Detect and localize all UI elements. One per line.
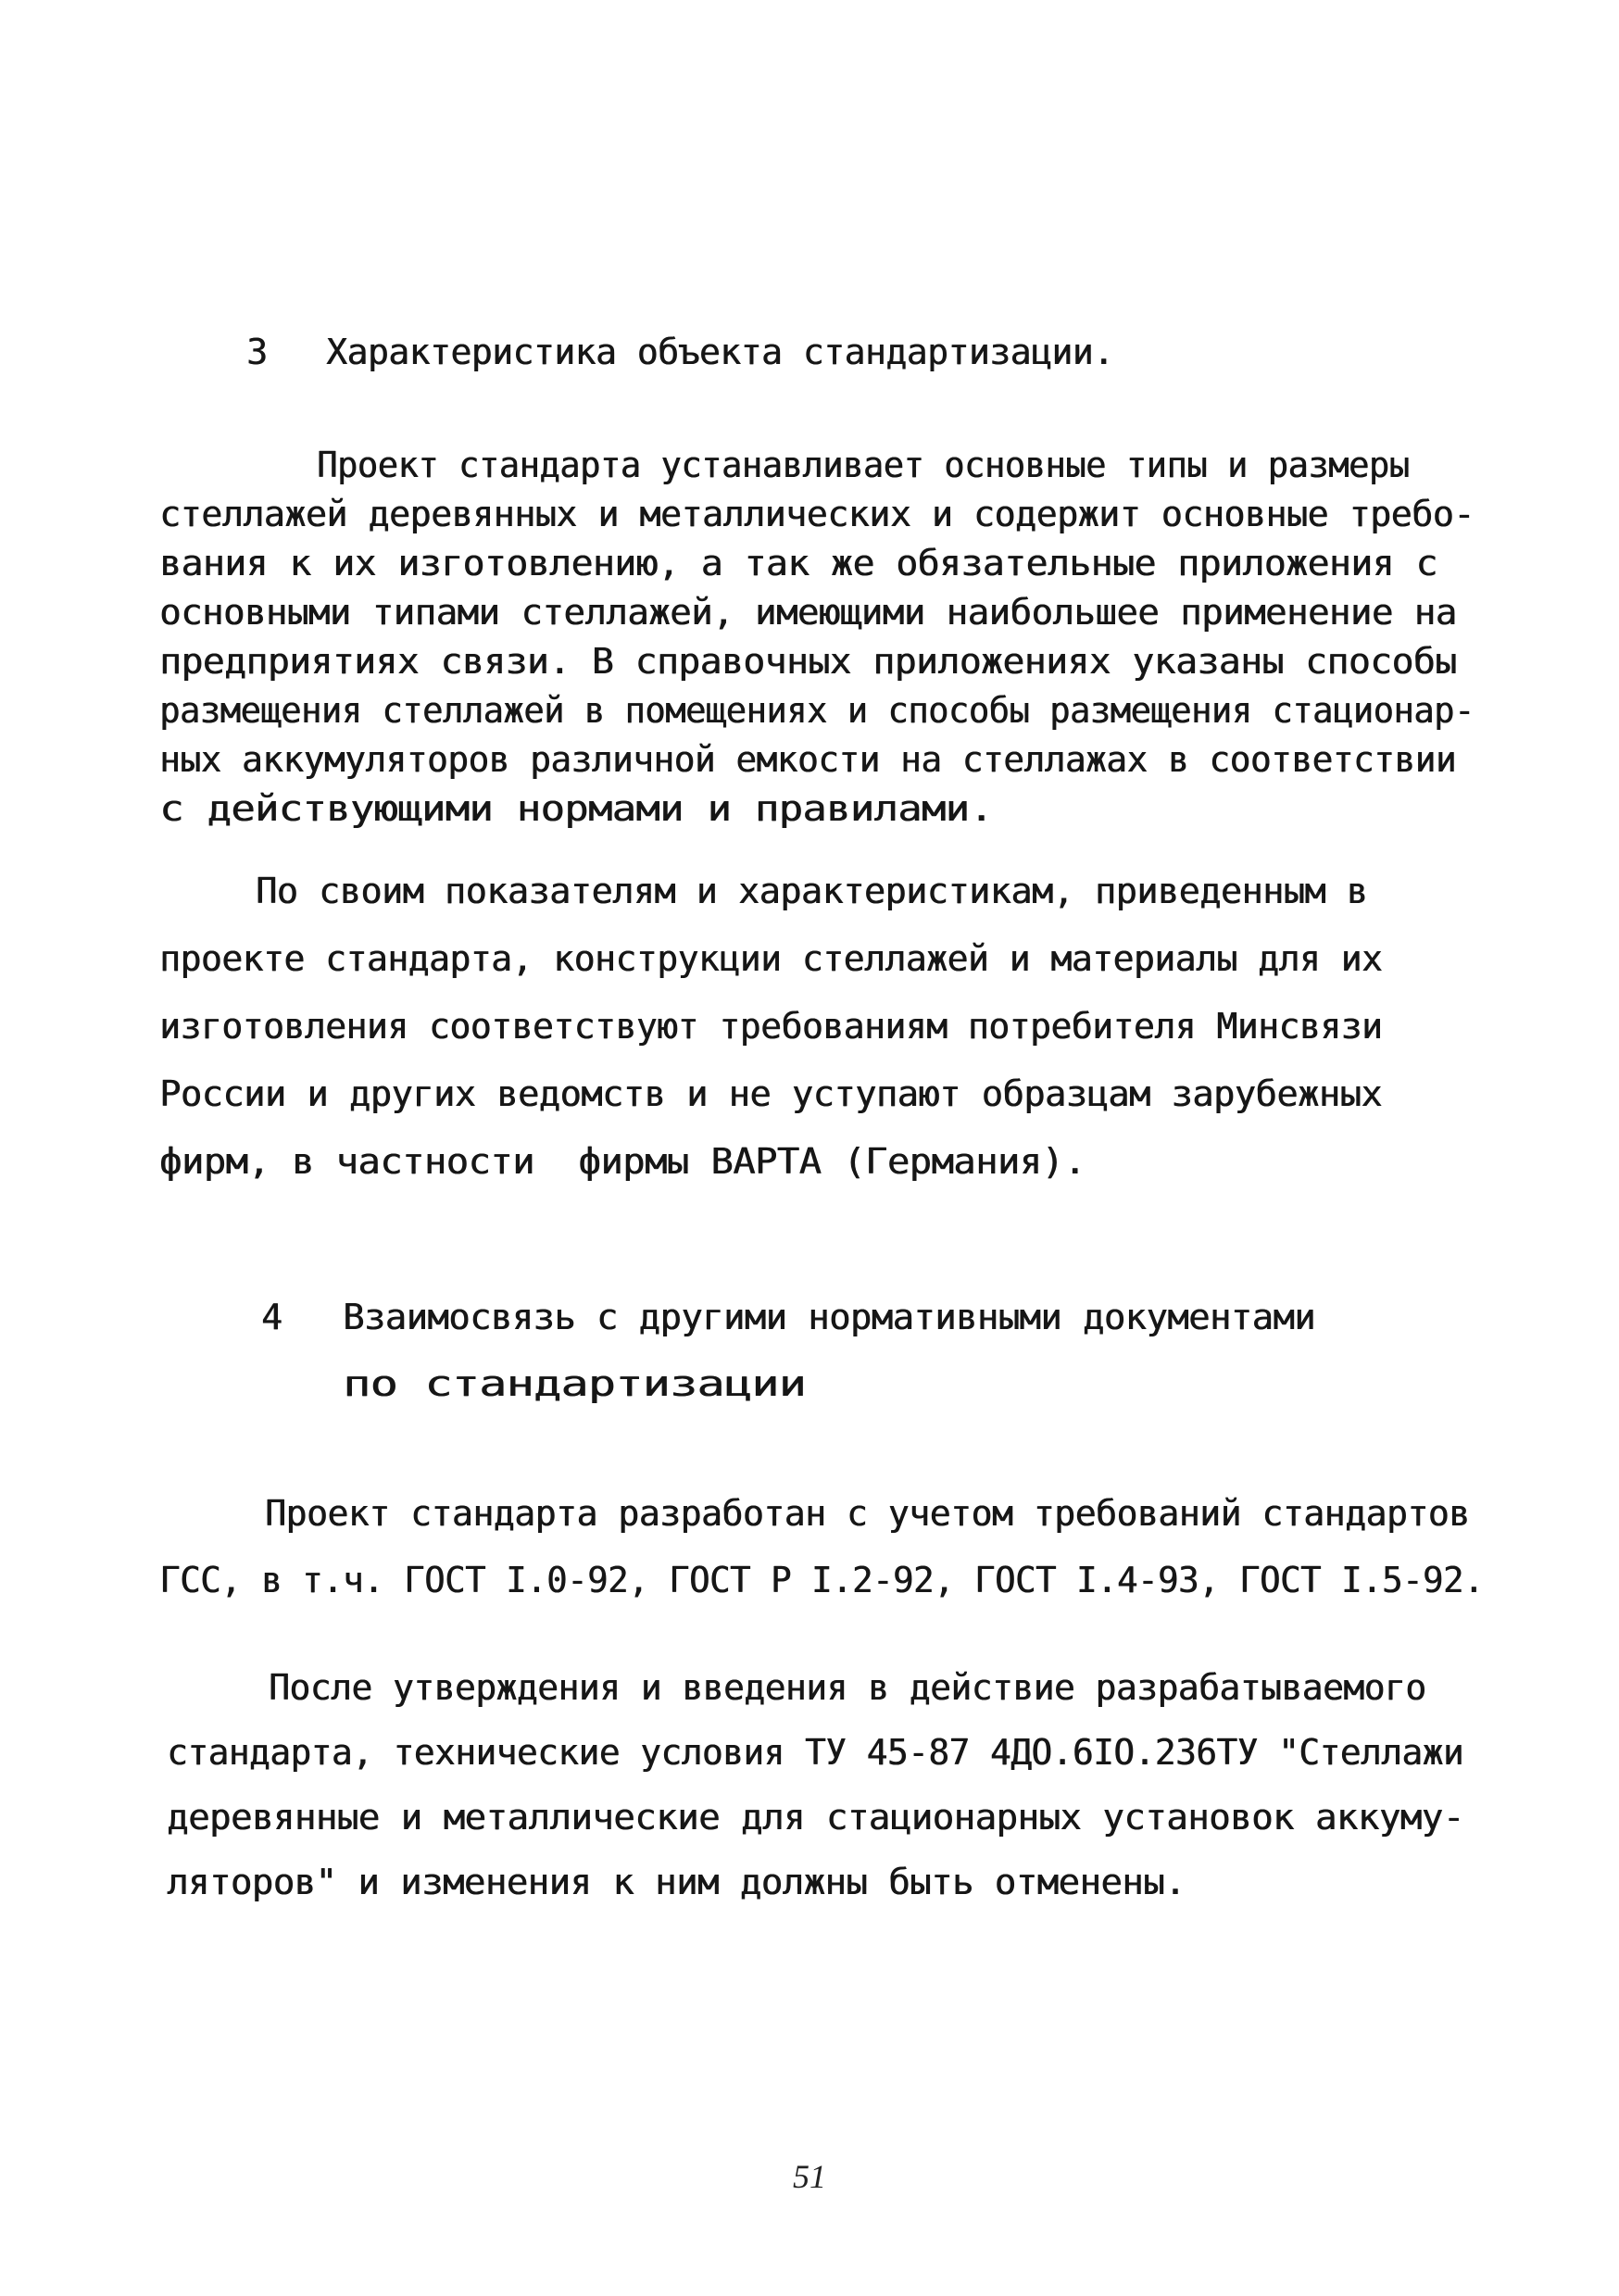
paragraph-line: По своим показателям и характеристикам, приведенным в [256, 871, 1368, 911]
paragraph-line: Проект стандарта устанавливает основные типы и размеры [317, 445, 1410, 485]
paragraph-line: России и других ведомств и не уступают образцам зарубежных [159, 1073, 1382, 1114]
paragraph-line: фирм, в частности фирмы ВАРТА (Германия). [159, 1141, 1086, 1182]
paragraph-line: с действующими нормами и правилами. [159, 788, 993, 829]
paragraph-line: стандарта, технические условия ТУ 45-87 4ДО.6IO.236ТУ "Стеллажи [167, 1732, 1463, 1773]
section-3-title: Характеристика объекта стандартизации. [326, 332, 1114, 372]
paragraph-line: основными типами стеллажей, имеющими наибольшее применение на [159, 592, 1457, 633]
paragraph-line: изготовления соответствуют требованиям потребителя Минсвязи [159, 1006, 1383, 1047]
paragraph-line: вания к их изготовлению, а так же обязательные приложения с [159, 543, 1437, 583]
paragraph-line: ГСС, в т.ч. ГОСТ I.0-92, ГОСТ Р I.2-92, ГОСТ I.4-93, ГОСТ I.5-92. [159, 1560, 1484, 1600]
paragraph-line: Проект стандарта разработан с учетом требований стандартов [265, 1493, 1470, 1534]
paragraph-line: проекте стандарта, конструкции стеллажей и материалы для их [159, 938, 1383, 979]
section-4-number: 4 [261, 1297, 282, 1337]
section-4-title-line-1: Взаимосвязь с другими нормативными документами [343, 1297, 1315, 1337]
section-4-title-line-2: по стандартизации [343, 1363, 806, 1404]
paragraph-line: ных аккумуляторов различной емкости на стеллажах в соответствии [159, 739, 1456, 780]
paragraph-line: ляторов" и изменения к ним должны быть отменены. [167, 1862, 1186, 1902]
paragraph-line: После утверждения и введения в действие разрабатываемого [269, 1667, 1426, 1708]
paragraph-line: стеллажей деревянных и металлических и содержит основные требо- [159, 494, 1475, 534]
page-number: 51 [793, 2158, 826, 2195]
section-3-number: 3 [246, 332, 268, 372]
paragraph-line: предприятиях связи. В справочных приложениях указаны способы [159, 641, 1457, 682]
paragraph-line: деревянные и металлические для стационарных установок аккуму- [167, 1797, 1464, 1838]
paragraph-line: размещения стеллажей в помещениях и способы размещения стационар- [159, 690, 1475, 731]
